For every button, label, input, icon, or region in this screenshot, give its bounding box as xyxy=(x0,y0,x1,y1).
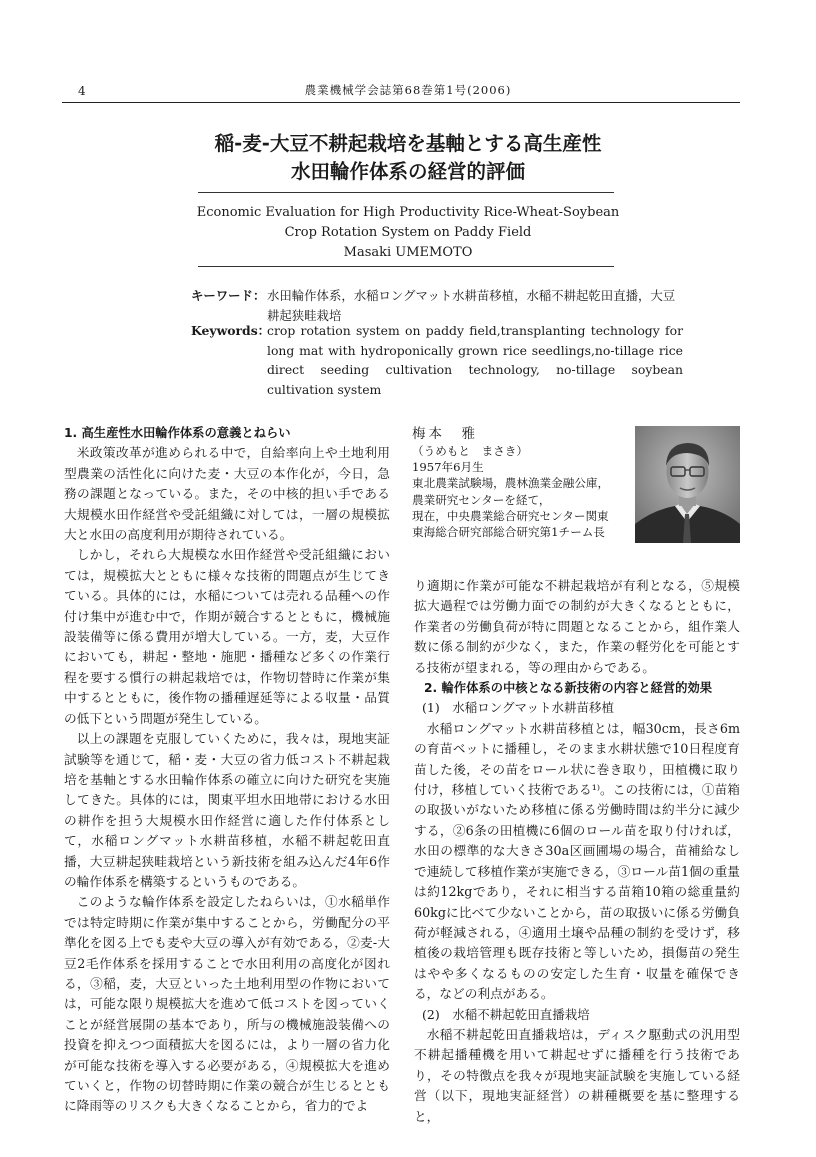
title-rule-bottom xyxy=(198,266,614,267)
page-number: 4 xyxy=(78,84,86,98)
author-bio-line: 東海総合研究部総合研究第1チーム長 xyxy=(412,525,605,540)
section-2-2-heading: (2) 水稲不耕起乾田直播栽培 xyxy=(422,1006,590,1022)
section-1-paragraph-1: 米政策改革が進められる中で，自給率向上や土地利用型農業の活性化に向けた麦・大豆の本作化が，今日，急務の課題となっている。また，その中核的担い手である大規模水田作経営や受託組織に対しては，一層の規模拡大と水田の高度利用が期待されている。 xyxy=(64,445,390,543)
keywords-jp xyxy=(191,286,683,325)
journal-header: 農業機械学会誌第68巻第1号(2006) xyxy=(304,83,512,97)
section-2-heading: 2. 輪作体系の中核となる新技術の内容と経営的効果 xyxy=(424,681,713,696)
left-column xyxy=(64,423,390,1117)
keywords-jp-label: キーワード： xyxy=(191,288,266,303)
keywords-en xyxy=(191,321,683,399)
title-rule-top xyxy=(198,192,614,193)
keywords-jp-text: 水田輪作体系，水稲ロングマット水耕苗移植，水稲不耕起乾田直播，大豆耕起狭畦栽培 xyxy=(267,288,676,323)
article-title xyxy=(0,130,816,186)
right-column xyxy=(414,576,740,1127)
author-bio-line: 農業研究センターを経て， xyxy=(412,492,551,507)
author-photo xyxy=(635,426,740,543)
header-rule xyxy=(62,102,740,103)
title-line-2: 水田輪作体系の経営的評価 xyxy=(290,160,525,183)
author-bio xyxy=(412,425,627,540)
english-title-block xyxy=(0,203,816,263)
author-bio-line: 東北農業試験場，農林漁業金融公庫， xyxy=(412,476,610,491)
keywords-en-label: Keywords： xyxy=(191,323,271,338)
section-1-paragraph-4: このような輪作体系を設定したねらいは，①水稲単作では特定時期に作業が集中することから，労働配分の平準化を図る上でも麦や大豆の導入が有効である，②麦-大豆2毛作体系を採用することで水田利用の高度化が図れる，③稲，麦，大豆といった土地利用型の作物においては，可能な限り規模拡大を進めて低コストを図っていくことが経営展開の基本であり，所与の機械施設装備への投資を抑えつつ面積拡大を図るには，より一層の省力化が可能な技術を導入する必要がある，④規模拡大を進めていくと，作物の切替時期に作業の競合が生じるとともに降雨等のリスクも大きくなることから，省力的でよ xyxy=(64,894,390,1114)
title-line-1: 稲-麦-大豆不耕起栽培を基軸とする高生産性 xyxy=(214,132,602,155)
english-author: Masaki UMEMOTO xyxy=(343,245,473,260)
section-1-paragraph-4-continued: り適期に作業が可能な不耕起栽培が有利となる，⑤規模拡大過程では労働力面での制約が大きくなるとともに，作業者の労働負荷が特に問題となることから，組作業人数に係る制約が少なく，また，作業の軽労化を可能とする技術が望まれる，等の理由からである。 xyxy=(414,578,740,675)
section-2-1-paragraph: 水稲ロングマット水耕苗移植とは，幅30cm，長さ6mの育苗ベットに播種し，そのまま水耕状態で10日程度育苗した後，その苗をロール状に巻き取り，田植機に取り付け，移植していく技術である¹⁾。この技術には，①苗箱の取扱いがないため移植に係る労働時間は約半分に減少する，②6条の田植機に6個のロール苗を取り付ければ，水田の標準的な大きさ30a区画圃場の場合，苗補給なしで連続して移植作業が実施できる，③ロール苗1個の重量は約12kgであり，それに相当する苗箱10箱の総重量約60kgに比べて少ないことから，苗の取扱いに係る労働負荷が軽減される，④適用土壌や品種の制約を受けず，移植後の栽培管理も既存技術と等しいため，損傷苗の発生はやや多くなるものの安定した生育・収量を確保できる，などの利点がある。 xyxy=(414,720,740,1002)
english-title-line-1: Economic Evaluation for High Productivity Rice-Wheat-Soybean xyxy=(196,205,620,220)
section-1-paragraph-3: 以上の課題を克服していくために，我々は，現地実証試験等を通じて，稲・麦・大豆の省力低コスト不耕起栽培を基軸とする水田輪作体系の確立に向けた研究を実施してきた。具体的には，関東平坦水田地帯における水田の耕作を担う大規模水田作経営に適した作付体系として，水稲ロングマット水耕苗移植，水稲不耕起乾田直播，大豆耕起狭畦栽培という新技術を組み込んだ4年6作の輪作体系を構築するというものである。 xyxy=(64,731,390,889)
section-1-heading: 1. 高生産性水田輪作体系の意義とねらい xyxy=(64,426,291,440)
keywords-en-text: crop rotation system on paddy field,transplanting technology for long mat with hydroponically grown rice seedlings,no-tillage rice direct seeding cultivation technology, no-tillage soybean cultivation system xyxy=(267,323,683,397)
section-2-1-heading: (1) 水稲ロングマット水耕苗移植 xyxy=(422,700,614,716)
author-bio-line: 現在，中央農業総合研究センター関東 xyxy=(412,508,609,523)
section-2-2-paragraph: 水稲不耕起乾田直播栽培は，ディスク駆動式の汎用型不耕起播種機を用いて耕起せずに播種を行う技術であり，その特徴点を我々が現地実証試験を実施している経営（以下，現地実証経営）の耕種概要を基に整理すると， xyxy=(414,1026,740,1124)
section-1-paragraph-2: しかし，それら大規模な水田作経営や受託組織においては，規模拡大とともに様々な技術的問題点が生じてきている。具体的には，水稲については売れる品種への作付け集中が進む中で，作期が競合するとともに，機械施設装備等に係る費用が増大している。一方，麦，大豆作においても，耕起・整地・施肥・播種など多くの作業行程を要する慣行の耕起栽培では，作物切替時に作業が集中するとともに，後作物の播種遅延等による収量・品質の低下という問題が発生している。 xyxy=(64,547,390,726)
author-name: 梅本 雅 xyxy=(412,426,478,442)
author-bio-line: 1957年6月生 xyxy=(412,460,484,475)
english-title-line-2: Crop Rotation System on Paddy Field xyxy=(284,225,532,240)
author-reading: （うめもと まさき） xyxy=(412,444,528,458)
